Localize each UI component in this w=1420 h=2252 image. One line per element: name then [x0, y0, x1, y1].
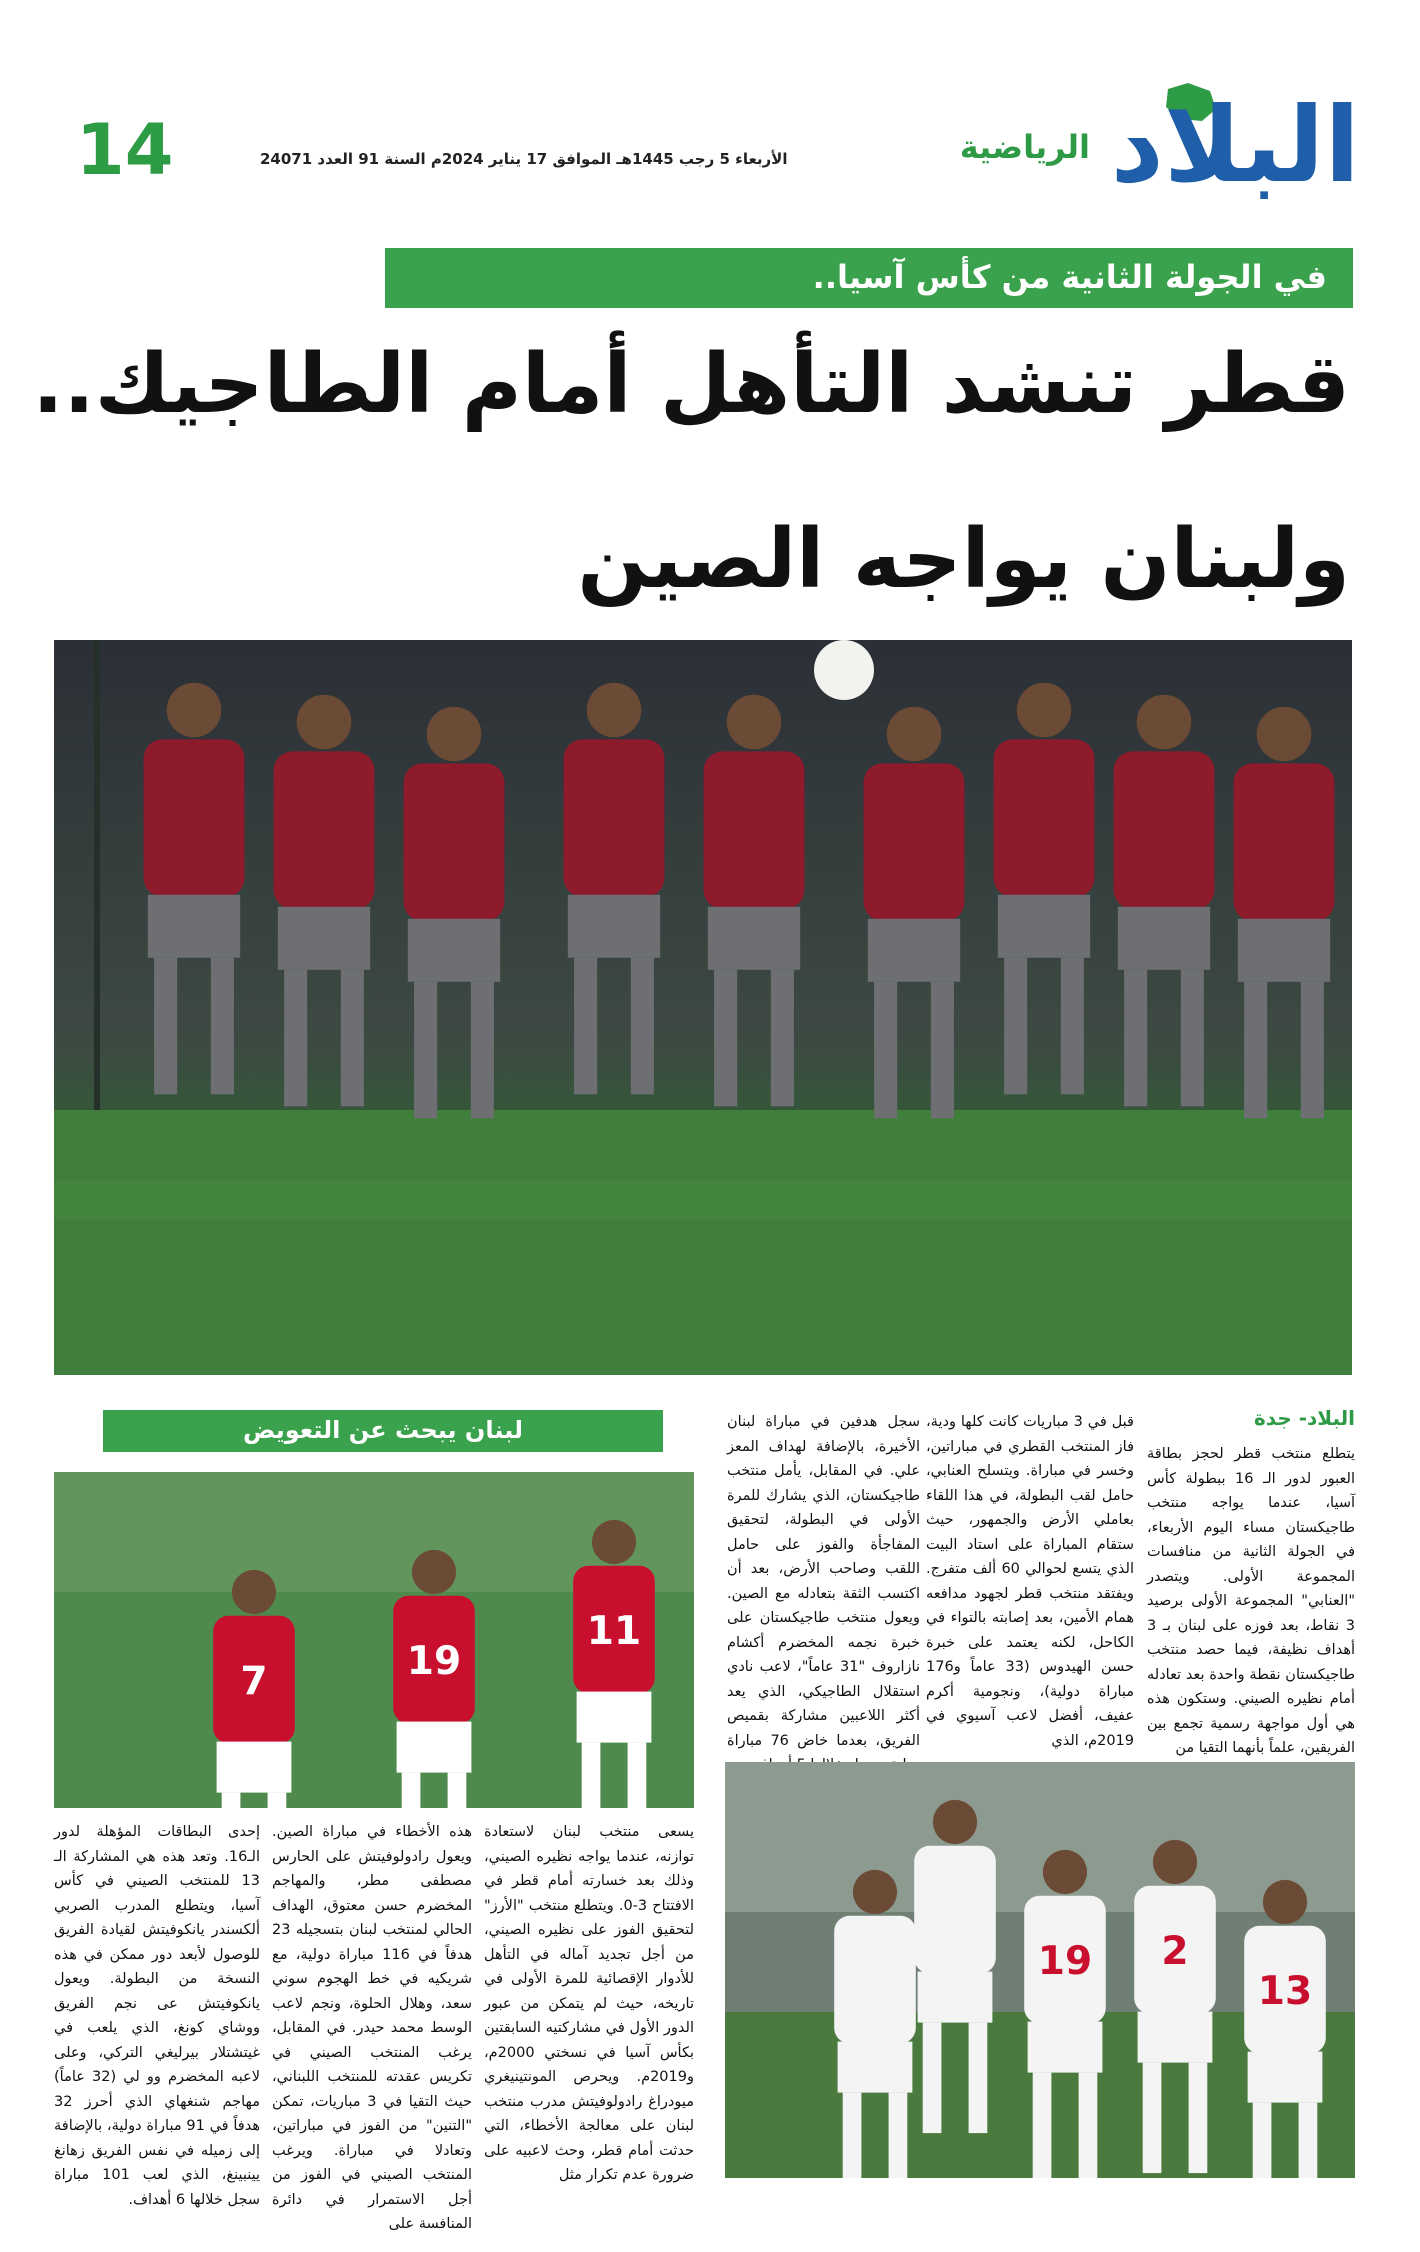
svg-text:19: 19 — [406, 1639, 462, 1684]
newspaper-logo — [1060, 85, 1360, 215]
article-column-3: سجل هدفين في مباراة لبنان الأخيرة، بالإضافة لهداف المعز علي. في المقابل، يأمل منتخب طاجيكستان، الذي يشارك للمرة الأولى في البطولة، لتحقيق المفاجأة والفوز على حامل اللقب وصاحب الأرض، بعد أن اكتسب الثقة بتعادله مع الصين. ويعول منتخب طاجيكستان على خبرة نجمه المخضرم أكشام نازاروف "31 عاماً"، لاعب نادي استقلال الطاجيكي، الذي يعد أكثر اللاعبين مشاركة بقميص الفريق، بعدما خاض 76 مباراة — [727, 1414, 920, 1749]
headline-line-1: قطر تنشد التأهل أمام الطاجيك.. — [32, 337, 1350, 432]
svg-text:19: 19 — [1037, 1939, 1093, 1984]
article-column-1: يتطلع منتخب قطر لحجز بطاقة العبور لدور الـ 16 ببطولة كأس آسيا، عندما يواجه منتخب طاجيكستان مساء اليوم الأربعاء، في الجولة الثانية من منافسات المجموعة الأولى. ويتصدر "العنابي" المجموعة الأولى برصيد 3 نقاط، بعد فوزه على لبنان بـ 3 أهداف نظيفة، فيما حصد منتخب طاجيكستان نقطة واحدة بعد تعادله أمام نظيره الصيني. وستكون هذه هي أول مواجهة رسمية تجمع بين الفريقين، علماً بأنهما التقيا من — [1147, 1446, 1355, 1756]
svg-text:11: 11 — [586, 1609, 642, 1654]
qatar-training-illustration — [54, 640, 1352, 1375]
svg-text:13: 13 — [1257, 1969, 1313, 2014]
page-number: 14 — [76, 109, 174, 191]
byline: البلاد- جدة — [1253, 1406, 1355, 1430]
kicker-text: في الجولة الثانية من كأس آسيا.. — [812, 258, 1327, 296]
svg-text:2: 2 — [1161, 1929, 1189, 1974]
lebanon-celebration-illustration — [54, 1472, 694, 1808]
article-column-6: إحدى البطاقات المؤهلة لدور الـ16. وتعد هذه هي المشاركة الـ 13 للمنتخب الصيني في كأس آسيا، ويتطلع المدرب الصربي ألكسندر يانكوفيتش لقيادة الفريق للوصول لأبعد دور ممكن في هذه النسخة من البطولة. ويعول يانكوفيتش عى نجم الفريق ووشاي كونغ، الذي يلعب في غيتشتلار بيرليغي التركي، وعلى لاعبه المخضرم وو لي (32 عاماً) مهاجم شنغهاي الذي أحرز 32 هدفاً في 91 مباراة دولية، بالإضافة إلى زميله في نفس الفريق زهانغ يينبينغ، الذي لعب 101 مباراة سجل خلالها 6 أهداف. — [54, 1824, 260, 2208]
subheading-bar — [103, 1410, 663, 1452]
subheading-text: لبنان يبحث عن التعويض — [242, 1416, 524, 1444]
main-photo — [54, 640, 1352, 1375]
article-column-4: يسعى منتخب لبنان لاستعادة توازنه، عندما يواجه نظيره الصيني، وذلك بعد خسارته أمام قطر في الافتتاح 3-0. ويتطلع منتخب "الأرز" لتحقيق الفوز على نظيره الصيني، من أجل تجديد آماله في التأهل للأدوار الإقصائية للمرة الأولى في تاريخه، حيث لم يتمكن من عبور الدور الأول في مشاركتيه السابقتين بكأس آسيا في نسختي 2000م، و2019م. ويحرص المونتينيغري ميودراغ رادولوفيتش مدرب منتخب لبنان على معالجة الأخطاء، التي حدثت أمام قطر، وحث لاعبيه على ضرورة عدم تكرار مثل — [484, 1824, 694, 2183]
tajikistan-celebration-illustration — [725, 1762, 1355, 2178]
article-column-5: هذه الأخطاء في مباراة الصين. ويعول رادولوفيتش على الحارس مصطفى مطر، والمهاجم المخضرم حسن معتوق، الهداف الحالي لمنتخب لبنان بتسجيله 23 هدفاً في 116 مباراة دولية، مع شريكيه في خط الهجوم سوني سعد، وهلال الحلوة، ونجم لاعب الوسط محمد حيدر. في المقابل، يرغب المنتخب الصيني في تكريس عقدته للمنتخب اللبناني، حيث التقيا في 3 مباريات، تمكن "التنين" من الفوز في مباراتين، وتعادلا في مباراة. ويرغب المنتخب الصيني في الفوز من أجل الاستمرار في دائرة المنافسة على — [272, 1824, 473, 2232]
kicker-bar — [385, 248, 1353, 308]
section-label: الرياضية — [959, 128, 1090, 166]
svg-text:7: 7 — [240, 1659, 268, 1704]
article-column-2: قبل في 3 مباريات كانت كلها ودية، فاز المنتخب القطري في مباراتين، وخسر في مباراة. ويتسلح العنابي، حامل لقب البطولة، في هذا اللقاء بعاملي الأرض والجمهور، حيث ستقام المباراة على استاد البيت الذي يتسع لحوالي 60 ألف متفرج. ويفتقد منتخب قطر لجهود مدافعه همام الأمين، بعد إصابته بالتواء في الكاحل، لكنه يعتمد على خبرة حسن الهيدوس (33 عاماً و176 مباراة دولية)، ونجومية أكرم عفيف، أفضل لاعب آسيوي في 2019م، الذي — [926, 1414, 1134, 1749]
tajikistan-photo — [725, 1762, 1355, 2178]
logo-wordmark: البلاد — [1110, 84, 1360, 206]
headline-line-2: ولبنان يواجه الصين — [577, 512, 1350, 607]
issue-date-line: الأربعاء 5 رجب 1445هـ الموافق 17 يناير 2024م السنة 91 العدد 24071 — [260, 150, 788, 168]
lebanon-photo — [54, 1472, 694, 1808]
